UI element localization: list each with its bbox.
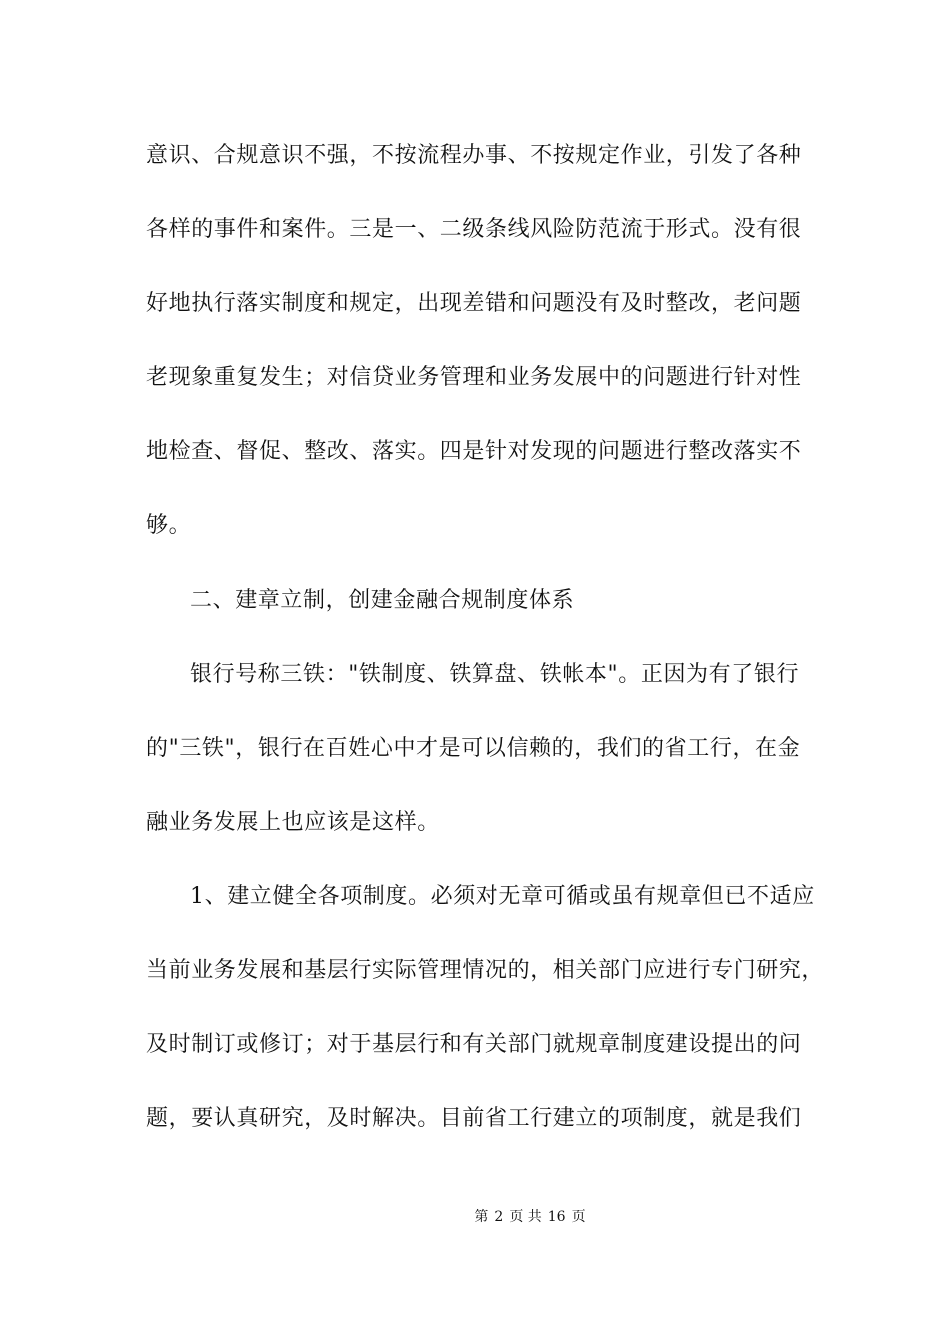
current-page-number: 2 [494,1209,504,1225]
page-label-mid: 页 共 [509,1209,542,1225]
page-label-suffix: 页 [571,1209,586,1225]
body-text-line: 的"三铁"，银行在百姓心中才是可以信赖的，我们的省工行，在金 [146,736,801,761]
total-pages-number: 16 [547,1209,566,1225]
body-text-line: 银行号称三铁："铁制度、铁算盘、铁帐本"。正因为有了银行 [190,662,800,687]
body-text-line: 好地执行落实制度和规定，出现差错和问题没有及时整改，老问题 [146,291,802,316]
body-text-line: 当前业务发展和基层行实际管理情况的，相关部门应进行专门研究， [146,958,825,983]
body-text-line: 意识、合规意识不强，不按流程办事、不按规定作业，引发了各种 [146,143,802,168]
body-text-line: 1、建立健全各项制度。必须对无章可循或虽有规章但已不适应 [190,884,815,909]
body-text-line: 题，要认真研究，及时解决。目前省工行建立的项制度，就是我们 [146,1106,802,1131]
section-heading: 二、建章立制，创建金融合规制度体系 [190,588,575,613]
body-text-line: 融业务发展上也应该是这样。 [146,810,440,835]
body-text-line: 各样的事件和案件。三是一、二级条线风险防范流于形式。没有很 [146,217,802,242]
page-label-prefix: 第 [474,1209,489,1225]
body-text-line: 够。 [146,513,192,538]
body-text-line: 地检查、督促、整改、落实。四是针对发现的问题进行整改落实不 [146,439,802,464]
page-footer [0,1208,950,1226]
body-text-line: 老现象重复发生；对信贷业务管理和业务发展中的问题进行针对性 [146,365,802,390]
body-text-line: 及时制订或修订；对于基层行和有关部门就规章制度建设提出的问 [146,1032,802,1057]
